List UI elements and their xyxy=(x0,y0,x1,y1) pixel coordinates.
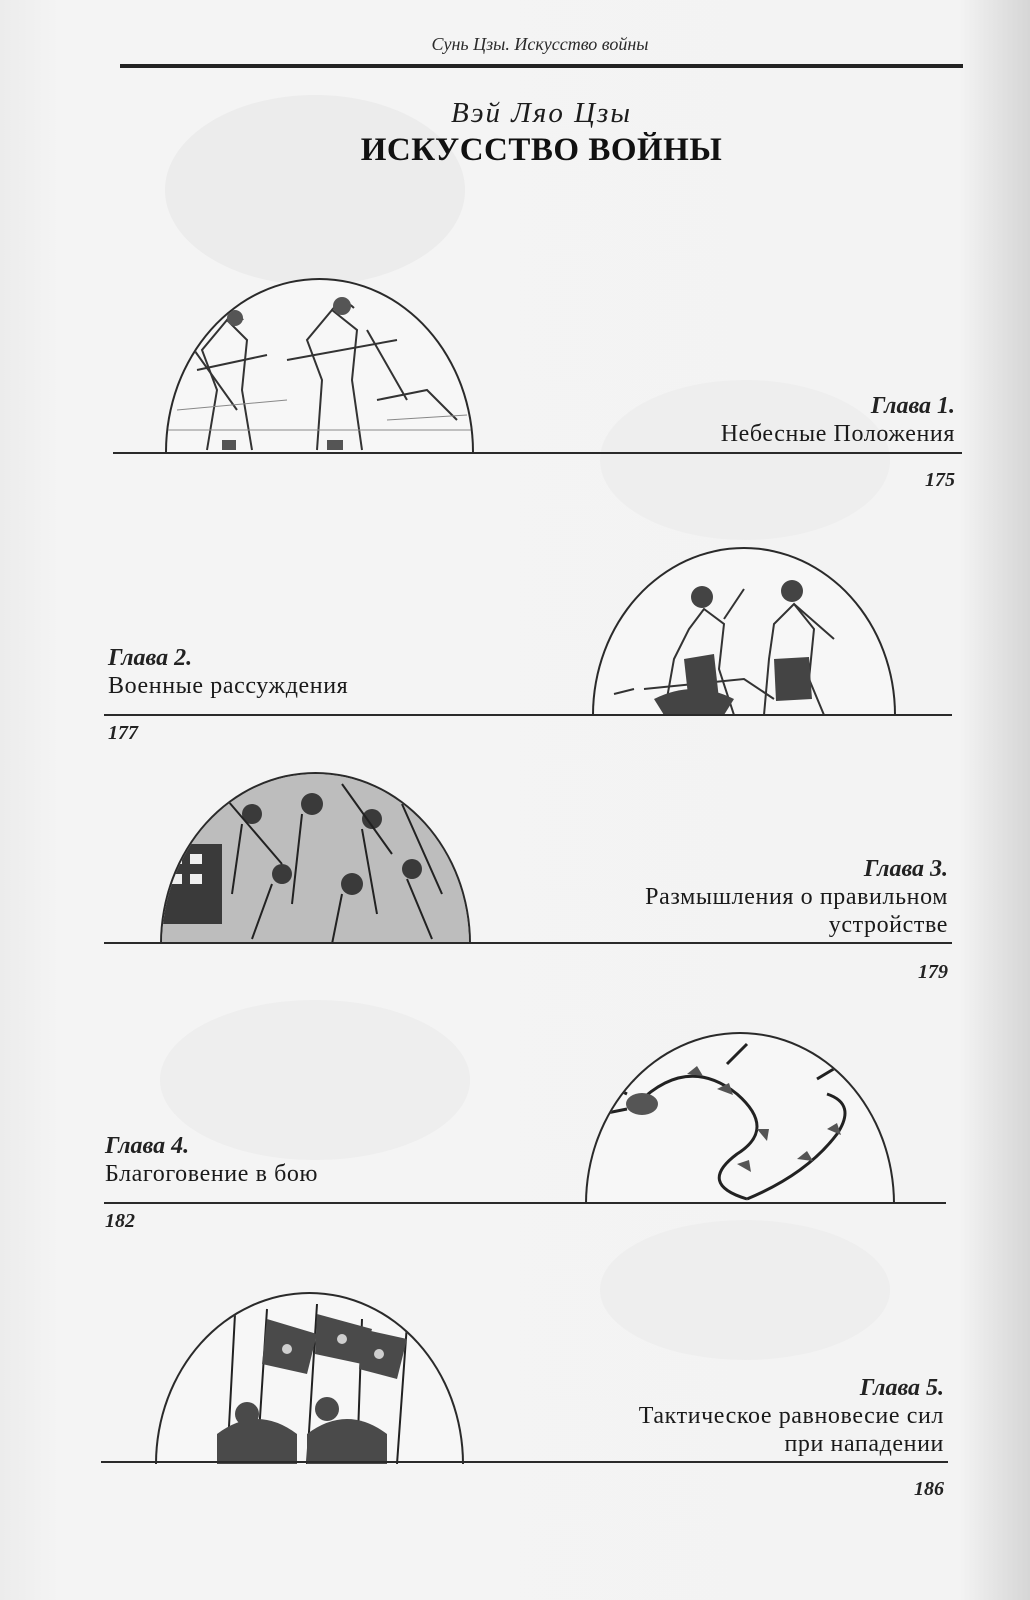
chapter-title-line: устройстве xyxy=(828,912,948,938)
chapter-title-line: Военные рассуждения xyxy=(108,673,349,699)
chapter-label: Глава 2. xyxy=(108,645,193,671)
chapter-title xyxy=(108,672,348,700)
chapter-title xyxy=(721,420,955,448)
show-through-shape xyxy=(600,1220,890,1360)
show-through-shape xyxy=(600,380,890,540)
chapter-rule xyxy=(104,714,952,716)
chapter-title xyxy=(639,1402,944,1458)
chapter-page-number: 175 xyxy=(925,469,955,491)
banners-illustration xyxy=(155,1292,464,1464)
chapter-page-number: 179 xyxy=(918,961,948,983)
chapter-page-number: 186 xyxy=(914,1478,944,1500)
author-name: Вэй Ляо Цзы xyxy=(450,97,633,129)
chapter-label: Глава 1. xyxy=(870,393,955,419)
running-head: Сунь Цзы. Искусство войны xyxy=(431,34,649,54)
show-through-shape xyxy=(160,1000,470,1160)
chapter-label: Глава 5. xyxy=(859,1375,944,1401)
warriors-illustration xyxy=(165,278,474,452)
horsemen-illustration xyxy=(592,547,896,715)
chapter-title-line: Тактическое равновесие сил xyxy=(638,1403,944,1429)
chapter-label: Глава 4. xyxy=(105,1133,190,1159)
header-rule xyxy=(120,64,963,68)
chapter-rule xyxy=(113,452,962,454)
chapter-title-line: Благоговение в бою xyxy=(105,1161,319,1187)
chapter-title xyxy=(645,883,948,939)
chapter-title xyxy=(105,1160,318,1188)
chapter-rule xyxy=(101,1461,948,1463)
book-title: ИСКУССТВО ВОЙНЫ xyxy=(360,132,723,168)
chapter-page-number: 182 xyxy=(105,1210,135,1232)
chapter-label: Глава 3. xyxy=(863,856,948,882)
dragon-illustration xyxy=(585,1032,895,1204)
chapter-title-line: Небесные Положения xyxy=(720,421,955,447)
chapter-rule xyxy=(104,1202,946,1204)
chapter-title-line: Размышления о правильном xyxy=(645,884,948,910)
battle-illustration xyxy=(160,772,471,944)
chapter-rule xyxy=(104,942,952,944)
chapter-page-number: 177 xyxy=(108,722,138,744)
chapter-title-line: при нападении xyxy=(784,1431,944,1457)
